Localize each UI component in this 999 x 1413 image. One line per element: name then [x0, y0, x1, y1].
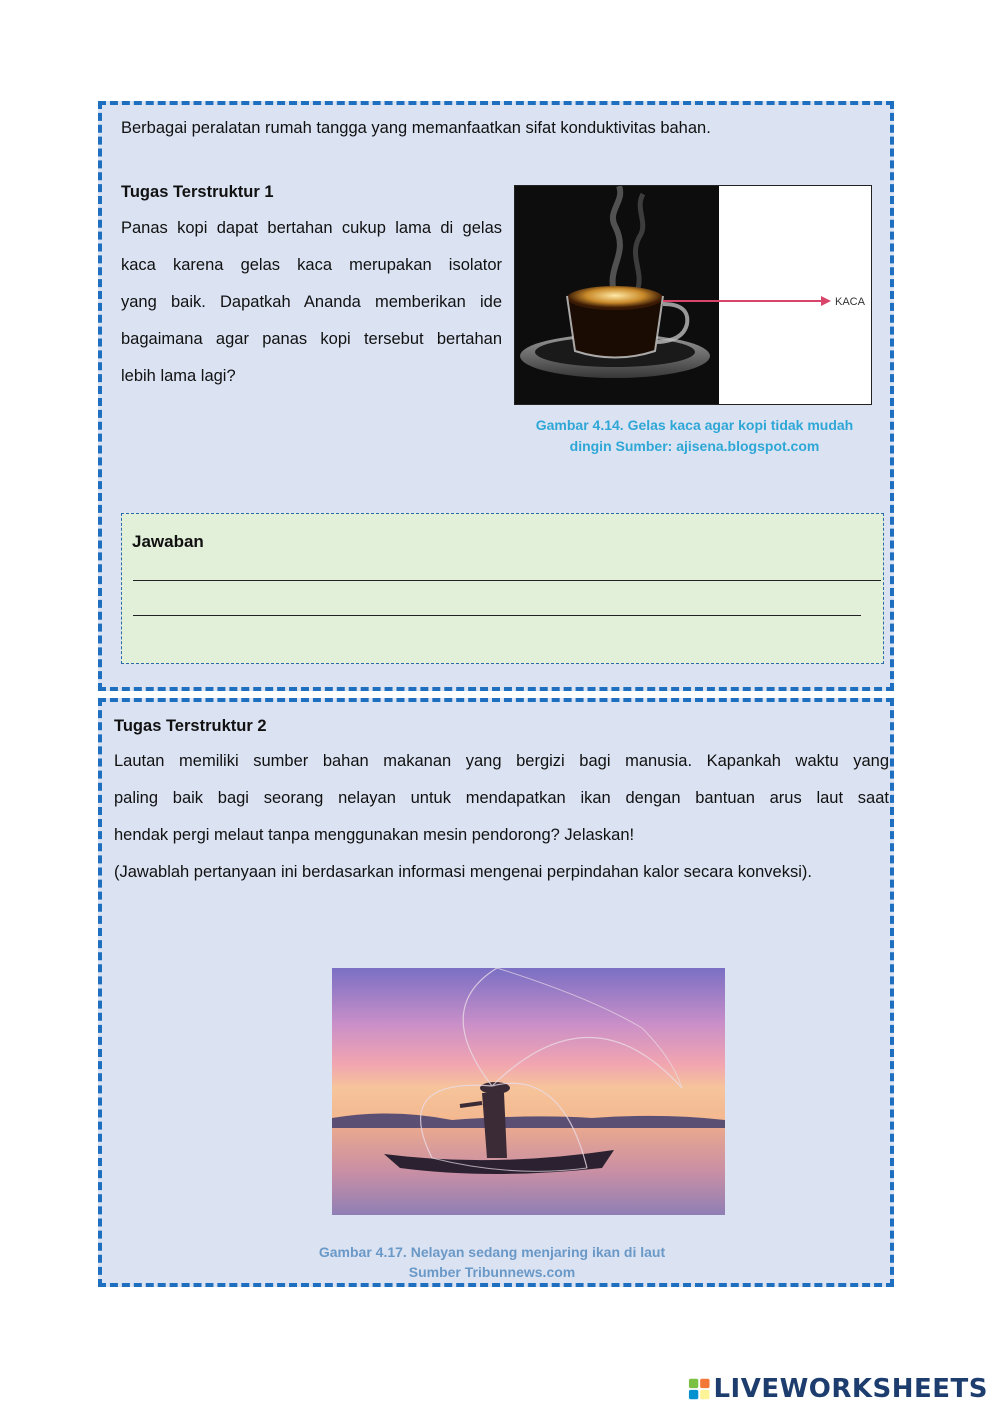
task-2-panel — [98, 698, 894, 1287]
figure-4-14-caption — [507, 415, 882, 457]
task-2-line: Lautan memiliki sumber bahan makanan yang bergizi bagi manusia. Kapankah waktu yang — [114, 752, 889, 770]
task-2-title: Tugas Terstruktur 2 — [114, 717, 267, 735]
liveworksheets-logo-icon — [688, 1377, 710, 1401]
task-2-question — [114, 743, 889, 891]
coffee-glass-figure — [514, 185, 872, 405]
fisherman-figure — [332, 968, 725, 1215]
task-1-line: bagaimana agar panas kopi tersebut bertahan — [121, 330, 502, 348]
task-1-panel — [98, 101, 894, 691]
answer-title: Jawaban — [132, 532, 204, 551]
answer-line[interactable] — [133, 615, 861, 616]
coffee-glass-image — [515, 186, 871, 404]
task-2-line: (Jawablah pertanyaan ini berdasarkan informasi mengenai perpindahan kalor secara konveksi). — [114, 863, 812, 881]
task-1-line: yang baik. Dapatkah Ananda memberikan ide — [121, 293, 502, 311]
task-2-line: hendak pergi melaut tanpa menggunakan mesin pendorong? Jelaskan! — [114, 826, 635, 844]
liveworksheets-brand[interactable] — [688, 1372, 988, 1406]
task-1-line: lebih lama lagi? — [121, 367, 236, 385]
caption-line: Gambar 4.14. Gelas kaca agar kopi tidak mudah — [535, 417, 854, 433]
figure-4-17-caption — [292, 1242, 692, 1282]
task-1-title: Tugas Terstruktur 1 — [121, 183, 274, 201]
task-1-line: kaca karena gelas kaca merupakan isolator — [121, 256, 502, 274]
caption-line: Sumber Tribunnews.com — [408, 1264, 576, 1280]
answer-line[interactable] — [133, 580, 881, 581]
fisherman-image — [332, 968, 725, 1215]
answer-box[interactable] — [121, 513, 884, 664]
caption-line: dingin Sumber: ajisena.blogspot.com — [569, 438, 820, 454]
task-1-line: Panas kopi dapat bertahan cukup lama di gelas — [121, 219, 502, 237]
caption-line: Gambar 4.17. Nelayan sedang menjaring ikan di laut — [318, 1244, 666, 1260]
brand-name: LIVEWORKSHEETS — [713, 1374, 988, 1404]
kaca-label: KACA — [835, 296, 865, 308]
task-2-line: paling baik bagi seorang nelayan untuk mendapatkan ikan dengan bantuan arus laut saat — [114, 789, 889, 807]
task-1-question — [121, 210, 502, 395]
intro-text: Berbagai peralatan rumah tangga yang memanfaatkan sifat konduktivitas bahan. — [121, 119, 711, 137]
